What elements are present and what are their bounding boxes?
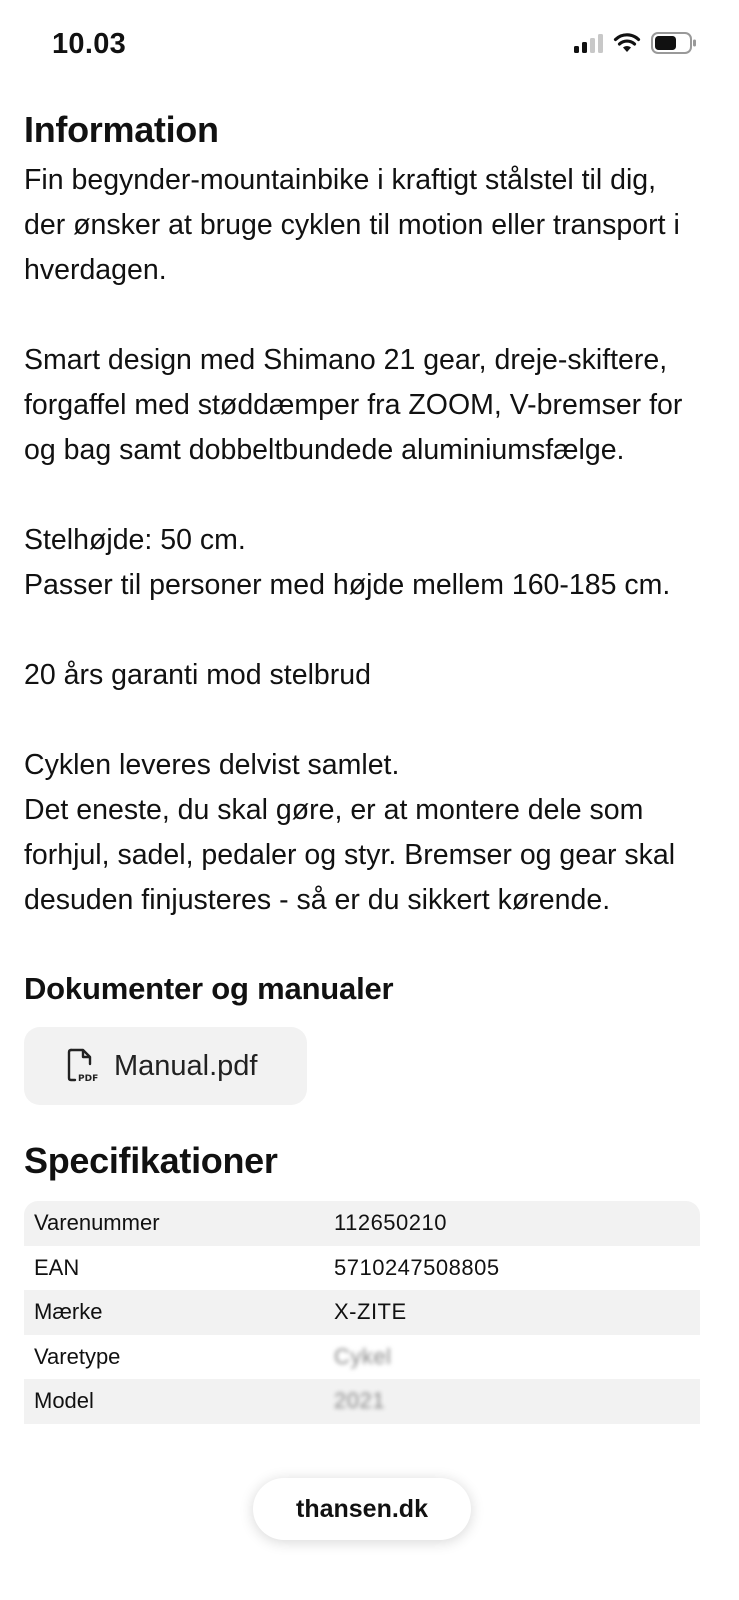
information-title: Information [24,109,219,150]
spec-label: Model [34,1388,94,1414]
info-paragraph-assembly: Cyklen leveres delvist samlet. Det eneste, du skal gøre, er at montere dele som forhjul, sadel, pedaler og styr. Bremser og gear skal desuden finjusteres - så er du sikkert kørende. [24,749,676,916]
information-text [24,158,704,923]
spec-row-next [24,1424,700,1469]
wifi-icon [613,32,641,54]
documents-title: Dokumenter og manualer [24,971,394,1006]
manual-pdf-label: Manual.pdf [114,1049,258,1082]
spec-label: Mærke [34,1299,103,1325]
pdf-file-icon [66,1048,100,1084]
spec-value: Cykel [334,1343,392,1369]
spec-row-maerke [24,1290,700,1335]
info-paragraph-intro: Fin begynder-mountainbike i kraftigt stålstel til dig, der ønsker at bruge cyklen til motion eller transport i hverdagen. [24,164,680,286]
manual-pdf-button[interactable] [24,1027,307,1105]
spec-label: Varenummer [34,1210,160,1236]
spec-value: X-ZITE [334,1299,407,1325]
status-bar [0,0,739,92]
spec-row-ean [24,1246,700,1291]
status-time: 10.03 [52,28,127,60]
spec-row-varenummer [24,1201,700,1246]
specifications-table [24,1201,700,1468]
battery-icon [651,32,697,54]
spec-value: 5710247508805 [334,1254,500,1280]
spec-value: 2021 [334,1388,385,1414]
cellular-signal-icon [574,33,603,53]
spec-label: EAN [34,1254,80,1280]
status-icons [574,32,697,54]
spec-row-model [24,1379,700,1424]
info-paragraph-warranty: 20 års garanti mod stelbrud [24,659,371,691]
info-paragraph-size: Stelhøjde: 50 cm. Passer til personer med højde mellem 160-185 cm. [24,524,671,601]
spec-label: Varetype [34,1343,121,1369]
svg-text:PDF: PDF [78,1074,99,1084]
spec-value: 112650210 [334,1210,447,1236]
spec-row-varetype [24,1335,700,1380]
info-paragraph-design: Smart design med Shimano 21 gear, dreje-skiftere, forgaffel med støddæmper fra ZOOM, V-bremser for og bag samt dobbeltbundede aluminiumsfælge. [24,344,683,466]
browser-address-pill[interactable]: thansen.dk [253,1478,471,1540]
specifications-title: Specifikationer [24,1140,278,1181]
product-content [24,108,704,1468]
